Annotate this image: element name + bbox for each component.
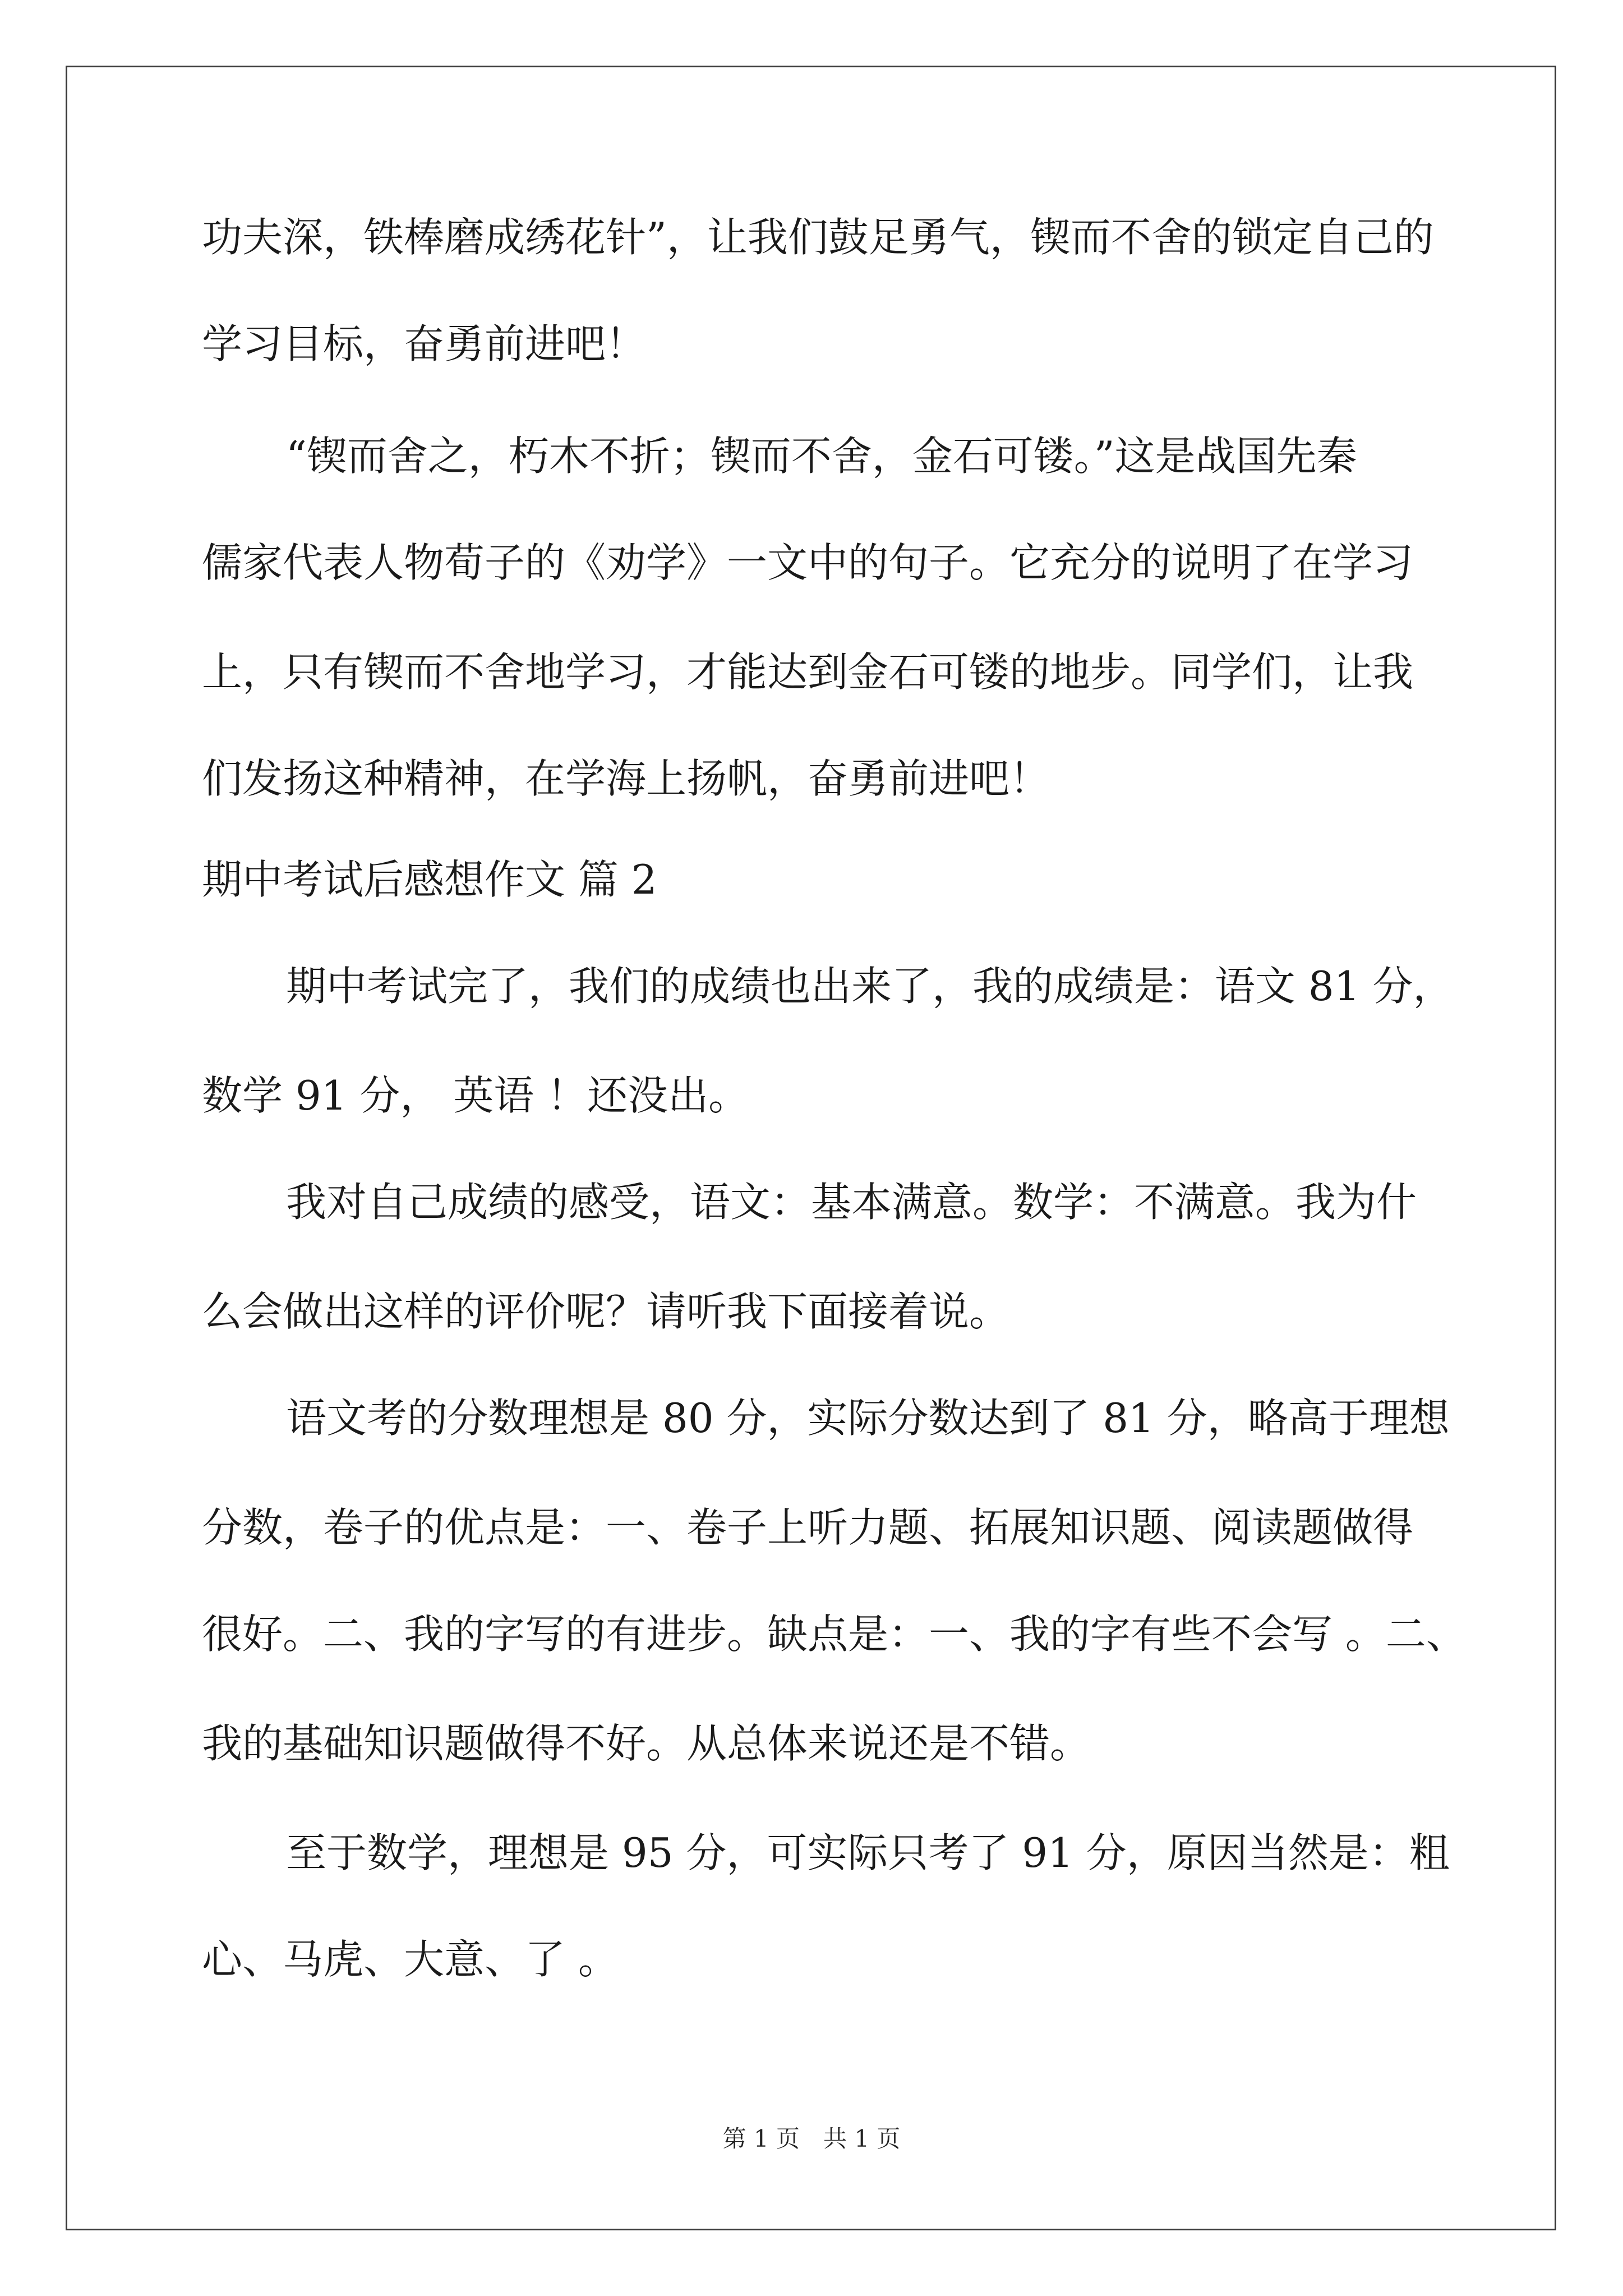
paragraph-line: 儒家代表人物荀子的《劝学》一文中的句子。它充分的说明了在学习 (202, 539, 1414, 586)
page-number-footer: 第 1 页 共 1 页 (722, 2125, 901, 2152)
paragraph-line: 学习目标，奋勇前进吧！ (202, 320, 647, 367)
paragraph-line: 上，只有锲而不舍地学习，才能达到金石可镂的地步。同学们，让我 (202, 648, 1414, 696)
paragraph-line: 至于数学，理想是 95 分，可实际只考了 91 分，原因当然是：粗 (286, 1829, 1450, 1876)
section-heading: 期中考试后感想作文 篇 2 (202, 856, 657, 903)
paragraph-line: 分数，卷子的优点是：一、卷子上听力题、拓展知识题、阅读题做得 (202, 1504, 1414, 1551)
page-border (66, 66, 1556, 2230)
paragraph-line: 心、马虎、大意、了 。 (202, 1936, 619, 1983)
paragraph-line: 功夫深，铁棒磨成绣花针”，让我们鼓足勇气，锲而不舍的锁定自己的 (202, 214, 1434, 261)
paragraph-line: 么会做出这样的评价呢？请听我下面接着说。 (202, 1288, 1010, 1335)
paragraph-line: 们发扬这种精神，在学海上扬帆，奋勇前进吧！ (202, 755, 1050, 802)
paragraph-line: 我的基础知识题做得不好。从总体来说还是不错。 (202, 1720, 1091, 1767)
paragraph-line: 数学 91 分， 英语 ！还没出。 (202, 1072, 749, 1119)
paragraph-line: 期中考试完了，我们的成绩也出来了，我的成绩是：语文 81 分， (286, 963, 1454, 1010)
paragraph-line: 很好。二、我的字写的有进步。缺点是：一、我的字有些不会写 。二、 (202, 1611, 1467, 1658)
paragraph-line: “锲而舍之，朽木不折；锲而不舍，金石可镂。”这是战国先秦 (286, 432, 1357, 480)
paragraph-line: 我对自己成绩的感受，语文：基本满意。数学：不满意。我为什 (286, 1179, 1417, 1226)
paragraph-line: 语文考的分数理想是 80 分，实际分数达到了 81 分，略高于理想 (286, 1395, 1450, 1442)
